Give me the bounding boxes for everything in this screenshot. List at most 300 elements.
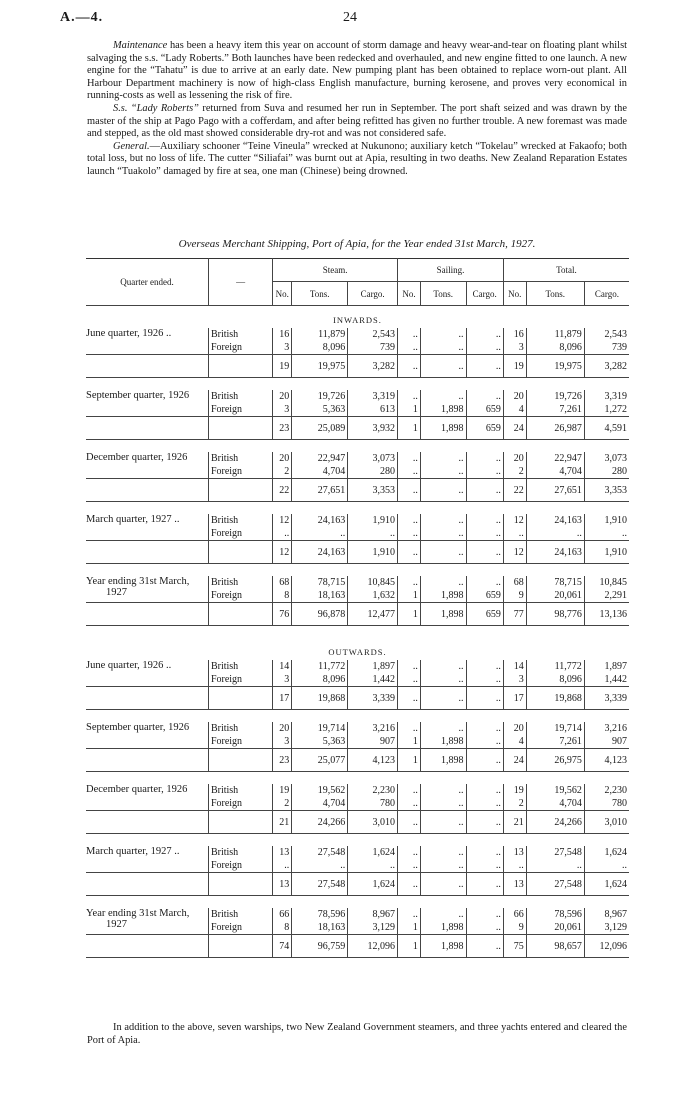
value-cell: 11,772 xyxy=(292,660,348,673)
total-value-cell: 659 xyxy=(466,417,503,440)
value-cell: .. xyxy=(420,722,466,735)
value-cell: .. xyxy=(466,390,503,403)
value-cell: .. xyxy=(398,465,421,479)
table-row xyxy=(86,576,629,589)
total-row xyxy=(86,479,629,502)
value-cell: .. xyxy=(398,908,421,921)
value-cell: 19,714 xyxy=(292,722,348,735)
total-value-cell: 3,339 xyxy=(348,687,398,710)
table-row xyxy=(86,514,629,527)
paragraph-lead: General. xyxy=(113,140,150,152)
value-cell: .. xyxy=(466,846,503,859)
nationality-cell: Foreign xyxy=(208,465,272,479)
value-cell: 22,947 xyxy=(292,452,348,465)
total-value-cell: 4,123 xyxy=(584,749,629,772)
nationality-cell: British xyxy=(208,452,272,465)
value-cell: .. xyxy=(526,859,584,873)
quarter-label xyxy=(86,722,208,749)
value-cell: .. xyxy=(466,465,503,479)
value-cell: 78,596 xyxy=(526,908,584,921)
value-cell: 78,715 xyxy=(526,576,584,589)
paragraph-general xyxy=(87,141,627,179)
page-number: 24 xyxy=(343,10,357,25)
value-cell: .. xyxy=(420,465,466,479)
value-cell: .. xyxy=(503,527,526,541)
quarter-label-line: December quarter, 1926 xyxy=(86,784,188,795)
total-value-cell: 24,266 xyxy=(526,811,584,834)
value-cell: 907 xyxy=(348,735,398,749)
value-cell: 78,596 xyxy=(292,908,348,921)
value-cell: 1,624 xyxy=(604,847,627,858)
nationality-cell: British xyxy=(208,576,272,589)
value-cell: 2 xyxy=(503,797,526,811)
value-cell: .. xyxy=(398,797,421,811)
value-cell: .. xyxy=(466,452,503,465)
value-cell: 4 xyxy=(503,735,526,749)
total-group-header: Total. xyxy=(503,259,629,282)
total-value-cell: .. xyxy=(398,355,421,378)
value-cell: 3,216 xyxy=(604,723,627,734)
quarter-label-line: Year ending 31st March, xyxy=(86,908,190,919)
total-value-cell: 27,548 xyxy=(292,873,348,896)
total-value-cell: 96,878 xyxy=(292,603,348,626)
row-gap xyxy=(86,958,629,971)
value-cell: 780 xyxy=(348,797,398,811)
value-cell: 613 xyxy=(348,403,398,417)
total-value-cell: .. xyxy=(420,479,466,502)
value-cell: 20 xyxy=(273,722,292,735)
value-cell: .. xyxy=(526,527,584,541)
total-value-cell: .. xyxy=(466,541,503,564)
quarter-label-line: December quarter, 1926 xyxy=(86,452,188,463)
value-cell: 19,562 xyxy=(526,784,584,797)
total-value-cell: 24,266 xyxy=(292,811,348,834)
quarter-label-line: Year ending 31st March, xyxy=(86,576,190,587)
section-label: INWARDS. xyxy=(333,315,382,325)
column-header: Tons. xyxy=(292,282,348,306)
total-spacer xyxy=(86,603,208,626)
total-value-cell: 98,657 xyxy=(526,935,584,958)
total-value-cell: 3,339 xyxy=(584,687,629,710)
value-cell: 4,704 xyxy=(526,465,584,479)
value-cell: .. xyxy=(466,673,503,687)
total-value-cell: 75 xyxy=(503,935,526,958)
total-value-cell: .. xyxy=(466,749,503,772)
value-cell: 18,163 xyxy=(292,589,348,603)
value-cell: 12 xyxy=(503,514,526,527)
value-cell: 1,910 xyxy=(604,515,627,526)
total-value-cell: 19 xyxy=(273,355,292,378)
nationality-cell: British xyxy=(208,908,272,921)
value-cell: 9 xyxy=(503,921,526,935)
total-value-cell: .. xyxy=(420,541,466,564)
total-value-cell: 12,477 xyxy=(348,603,398,626)
value-cell: 1 xyxy=(398,735,421,749)
value-cell: 1 xyxy=(398,589,421,603)
total-value-cell: 4,123 xyxy=(348,749,398,772)
total-value-cell: 1,910 xyxy=(584,541,629,564)
value-cell: .. xyxy=(420,328,466,341)
nationality-cell: British xyxy=(208,390,272,403)
total-value-cell: 1,898 xyxy=(420,935,466,958)
total-value-cell: 24 xyxy=(503,749,526,772)
nationality-cell: British xyxy=(208,784,272,797)
section-row xyxy=(86,638,629,660)
total-spacer xyxy=(86,355,208,378)
total-value-cell: 3,010 xyxy=(584,811,629,834)
nationality-column-header: — xyxy=(208,259,272,306)
row-gap xyxy=(86,896,629,909)
value-cell: 2,230 xyxy=(604,785,627,796)
value-cell: 2,543 xyxy=(348,328,398,341)
value-cell: 1,897 xyxy=(348,660,398,673)
value-cell: .. xyxy=(420,846,466,859)
total-spacer xyxy=(86,873,208,896)
total-value-cell: 77 xyxy=(503,603,526,626)
total-value-cell: 3,353 xyxy=(348,479,398,502)
column-header: No. xyxy=(273,282,292,306)
total-value-cell: .. xyxy=(420,355,466,378)
value-cell: 2 xyxy=(273,465,292,479)
value-cell: 1,632 xyxy=(348,589,398,603)
sailing-group-header: Sailing. xyxy=(398,259,504,282)
total-value-cell: 19,975 xyxy=(526,355,584,378)
total-value-cell: .. xyxy=(420,811,466,834)
value-cell: 7,261 xyxy=(526,735,584,749)
quarter-column-header: Quarter ended. xyxy=(86,259,208,306)
total-spacer xyxy=(208,749,272,772)
total-value-cell: 22 xyxy=(503,479,526,502)
value-cell: .. xyxy=(420,514,466,527)
value-cell: 68 xyxy=(503,576,526,589)
quarter-label-line: 1927 xyxy=(106,587,127,598)
column-header: Tons. xyxy=(526,282,584,306)
quarter-label xyxy=(86,328,208,355)
value-cell: .. xyxy=(503,859,526,873)
value-cell: 1,897 xyxy=(604,661,627,672)
total-spacer xyxy=(208,811,272,834)
total-value-cell: 1 xyxy=(398,749,421,772)
value-cell: 1,442 xyxy=(604,674,627,685)
value-cell: 3 xyxy=(273,403,292,417)
column-header: Cargo. xyxy=(584,282,629,306)
quarter-label xyxy=(86,514,208,541)
total-row xyxy=(86,603,629,626)
total-value-cell: 3,353 xyxy=(584,479,629,502)
quarter-label xyxy=(86,846,208,873)
value-cell: .. xyxy=(466,341,503,355)
nationality-cell: Foreign xyxy=(208,403,272,417)
value-cell: 1,898 xyxy=(420,589,466,603)
total-row xyxy=(86,417,629,440)
total-value-cell: 27,651 xyxy=(526,479,584,502)
total-value-cell: 1,910 xyxy=(348,541,398,564)
nationality-cell: Foreign xyxy=(208,341,272,355)
total-value-cell: 98,776 xyxy=(526,603,584,626)
total-value-cell: 1,898 xyxy=(420,417,466,440)
value-cell: 8,096 xyxy=(526,341,584,355)
page-header xyxy=(60,10,640,30)
value-cell: 19,726 xyxy=(526,390,584,403)
value-cell: 20,061 xyxy=(526,589,584,603)
value-cell: 10,845 xyxy=(348,576,398,589)
nationality-cell: British xyxy=(208,722,272,735)
paragraph-text: returned from Suva and resumed her run in September. The port shaft seized and was drawn by the master of the ship at Pago Pago with a cofferdam, and after being refitted has given no further trouble. A new foremast was made and stepped, as the old mast showed considerable dry-rot and was not considered safe. xyxy=(87,102,627,140)
gap-cell xyxy=(86,626,629,639)
total-value-cell: 12 xyxy=(503,541,526,564)
value-cell: .. xyxy=(348,527,398,541)
total-value-cell: 3,010 xyxy=(348,811,398,834)
column-header: Tons. xyxy=(420,282,466,306)
value-cell: 78,715 xyxy=(292,576,348,589)
value-cell: 7,261 xyxy=(526,403,584,417)
value-cell: 739 xyxy=(348,341,398,355)
total-row xyxy=(86,687,629,710)
quarter-label-line: September quarter, 1926 xyxy=(86,722,190,733)
value-cell: .. xyxy=(398,452,421,465)
value-cell: 3 xyxy=(503,673,526,687)
total-spacer xyxy=(208,417,272,440)
value-cell: 659 xyxy=(466,589,503,603)
value-cell: 16 xyxy=(273,328,292,341)
total-value-cell: 26,987 xyxy=(526,417,584,440)
value-cell: .. xyxy=(292,527,348,541)
total-value-cell: 1,624 xyxy=(348,873,398,896)
total-value-cell: 23 xyxy=(273,417,292,440)
total-row xyxy=(86,749,629,772)
value-cell: 2 xyxy=(273,797,292,811)
shipping-table xyxy=(86,258,629,970)
total-value-cell: 27,651 xyxy=(292,479,348,502)
value-cell: 9 xyxy=(503,589,526,603)
gap-cell xyxy=(86,564,629,577)
document-reference: A.—4. xyxy=(60,10,104,25)
value-cell: 2,291 xyxy=(604,590,627,601)
gap-cell xyxy=(86,958,629,971)
column-header: Cargo. xyxy=(466,282,503,306)
value-cell: 5,363 xyxy=(292,735,348,749)
value-cell: .. xyxy=(420,452,466,465)
value-cell: 19,562 xyxy=(292,784,348,797)
value-cell: 24,163 xyxy=(526,514,584,527)
section-row xyxy=(86,306,629,329)
steam-group-header: Steam. xyxy=(273,259,398,282)
nationality-cell: Foreign xyxy=(208,527,272,541)
value-cell: 20 xyxy=(273,390,292,403)
total-value-cell: 24 xyxy=(503,417,526,440)
quarter-label-line: June quarter, 1926 .. xyxy=(86,660,172,671)
gap-cell xyxy=(86,440,629,453)
table-row xyxy=(86,390,629,403)
value-cell: .. xyxy=(622,860,627,871)
total-value-cell: 24,163 xyxy=(526,541,584,564)
value-cell: 27,548 xyxy=(292,846,348,859)
table-body xyxy=(86,306,629,971)
value-cell: .. xyxy=(420,341,466,355)
value-cell: .. xyxy=(398,859,421,873)
total-value-cell: 12 xyxy=(273,541,292,564)
gap-cell xyxy=(86,772,629,785)
quarter-label-line: 1927 xyxy=(106,919,127,930)
value-cell: .. xyxy=(420,784,466,797)
value-cell: 19 xyxy=(273,784,292,797)
value-cell: .. xyxy=(466,527,503,541)
value-cell: 1,910 xyxy=(348,514,398,527)
column-header: No. xyxy=(503,282,526,306)
value-cell: 2 xyxy=(503,465,526,479)
value-cell: 3 xyxy=(273,341,292,355)
quarter-label xyxy=(86,908,208,935)
total-value-cell: 19,868 xyxy=(292,687,348,710)
total-value-cell: 19,868 xyxy=(526,687,584,710)
value-cell: .. xyxy=(398,846,421,859)
value-cell: 2,230 xyxy=(348,784,398,797)
total-spacer xyxy=(208,479,272,502)
total-value-cell: 25,089 xyxy=(292,417,348,440)
value-cell: .. xyxy=(466,514,503,527)
total-value-cell: .. xyxy=(466,935,503,958)
value-cell: 27,548 xyxy=(526,846,584,859)
value-cell: 3,073 xyxy=(604,453,627,464)
section-label: OUTWARDS. xyxy=(328,647,387,657)
total-value-cell: 12,096 xyxy=(584,935,629,958)
total-value-cell: 1 xyxy=(398,603,421,626)
total-value-cell: 4,591 xyxy=(584,417,629,440)
total-value-cell: 96,759 xyxy=(292,935,348,958)
total-value-cell: 3,282 xyxy=(348,355,398,378)
quarter-label xyxy=(86,576,208,603)
total-value-cell: 26,975 xyxy=(526,749,584,772)
value-cell: .. xyxy=(398,514,421,527)
total-spacer xyxy=(86,479,208,502)
value-cell: 19,726 xyxy=(292,390,348,403)
value-cell: 1 xyxy=(398,403,421,417)
total-value-cell: 3,282 xyxy=(584,355,629,378)
value-cell: 1,272 xyxy=(604,404,627,415)
value-cell: 3,216 xyxy=(348,722,398,735)
value-cell: .. xyxy=(466,722,503,735)
gap-cell xyxy=(86,378,629,391)
value-cell: 1,898 xyxy=(420,735,466,749)
total-spacer xyxy=(208,355,272,378)
body-text xyxy=(87,40,627,179)
value-cell: .. xyxy=(398,673,421,687)
gap-cell xyxy=(86,710,629,723)
value-cell: 3,073 xyxy=(348,452,398,465)
total-spacer xyxy=(208,541,272,564)
total-value-cell: .. xyxy=(398,811,421,834)
total-value-cell: 1,624 xyxy=(584,873,629,896)
value-cell: 19,714 xyxy=(526,722,584,735)
value-cell: 4,704 xyxy=(292,465,348,479)
value-cell: .. xyxy=(466,735,503,749)
value-cell: .. xyxy=(398,660,421,673)
value-cell: 14 xyxy=(503,660,526,673)
total-value-cell: .. xyxy=(466,873,503,896)
column-header: No. xyxy=(398,282,421,306)
total-spacer xyxy=(208,603,272,626)
total-value-cell: 1 xyxy=(398,417,421,440)
quarter-label-line: June quarter, 1926 .. xyxy=(86,328,172,339)
total-value-cell: 12,096 xyxy=(348,935,398,958)
value-cell: 11,772 xyxy=(526,660,584,673)
value-cell: 20 xyxy=(503,390,526,403)
total-value-cell: .. xyxy=(398,873,421,896)
total-value-cell: 21 xyxy=(503,811,526,834)
value-cell: .. xyxy=(466,797,503,811)
value-cell: .. xyxy=(420,673,466,687)
value-cell: .. xyxy=(292,859,348,873)
table-row xyxy=(86,452,629,465)
total-value-cell: 1,898 xyxy=(420,603,466,626)
nationality-cell: Foreign xyxy=(208,859,272,873)
value-cell: .. xyxy=(420,660,466,673)
value-cell: 3,319 xyxy=(604,391,627,402)
value-cell: 24,163 xyxy=(292,514,348,527)
value-cell: .. xyxy=(420,576,466,589)
paragraph-text: —Auxiliary schooner “Teine Vineula” wrecked at Nukunono; auxiliary ketch “Tokelau” wrecked at Fakaofo; both total loss, but no loss of life. The cutter “Siliafai” was burnt out at Apia, resulting in two deaths. New Zealand Reparation Estates launch “Tuakolo” damaged by fire at sea, one man (Chinese) being drowned. xyxy=(87,140,627,177)
total-value-cell: .. xyxy=(398,479,421,502)
value-cell: .. xyxy=(398,390,421,403)
value-cell: 3 xyxy=(503,341,526,355)
table-header xyxy=(86,259,629,306)
footer-note: In addition to the above, seven warships, two New Zealand Government steamers, and three yachts entered and cleared the Port of Apia. xyxy=(87,1022,627,1046)
value-cell: .. xyxy=(273,859,292,873)
value-cell: 20,061 xyxy=(526,921,584,935)
value-cell: .. xyxy=(398,341,421,355)
value-cell: 66 xyxy=(273,908,292,921)
nationality-cell: Foreign xyxy=(208,673,272,687)
value-cell: 907 xyxy=(612,736,627,747)
gap-cell xyxy=(86,502,629,515)
value-cell: .. xyxy=(398,784,421,797)
total-value-cell: 13 xyxy=(273,873,292,896)
total-value-cell: 1,898 xyxy=(420,749,466,772)
total-value-cell: 23 xyxy=(273,749,292,772)
table-row xyxy=(86,908,629,921)
total-row xyxy=(86,811,629,834)
nationality-cell: Foreign xyxy=(208,735,272,749)
row-gap xyxy=(86,834,629,847)
total-value-cell: .. xyxy=(466,811,503,834)
value-cell: 280 xyxy=(348,465,398,479)
paragraph-lead: S.s. “Lady Roberts” xyxy=(113,102,199,114)
value-cell: 22,947 xyxy=(526,452,584,465)
total-spacer xyxy=(86,935,208,958)
value-cell: 1,898 xyxy=(420,403,466,417)
total-value-cell: .. xyxy=(398,687,421,710)
total-value-cell: 17 xyxy=(503,687,526,710)
total-row xyxy=(86,935,629,958)
value-cell: .. xyxy=(622,528,627,539)
value-cell: 1,898 xyxy=(420,921,466,935)
total-spacer xyxy=(86,687,208,710)
value-cell: 68 xyxy=(273,576,292,589)
quarter-label xyxy=(86,660,208,687)
total-value-cell: .. xyxy=(466,687,503,710)
total-value-cell: 17 xyxy=(273,687,292,710)
value-cell: 13 xyxy=(503,846,526,859)
gap-cell xyxy=(86,896,629,909)
table-row xyxy=(86,784,629,797)
total-spacer xyxy=(208,935,272,958)
value-cell: 5,363 xyxy=(292,403,348,417)
value-cell: .. xyxy=(466,859,503,873)
paragraph-lead: Maintenance xyxy=(113,40,168,51)
quarter-label-line: March quarter, 1927 .. xyxy=(86,514,180,525)
total-spacer xyxy=(86,811,208,834)
value-cell: 3 xyxy=(273,673,292,687)
